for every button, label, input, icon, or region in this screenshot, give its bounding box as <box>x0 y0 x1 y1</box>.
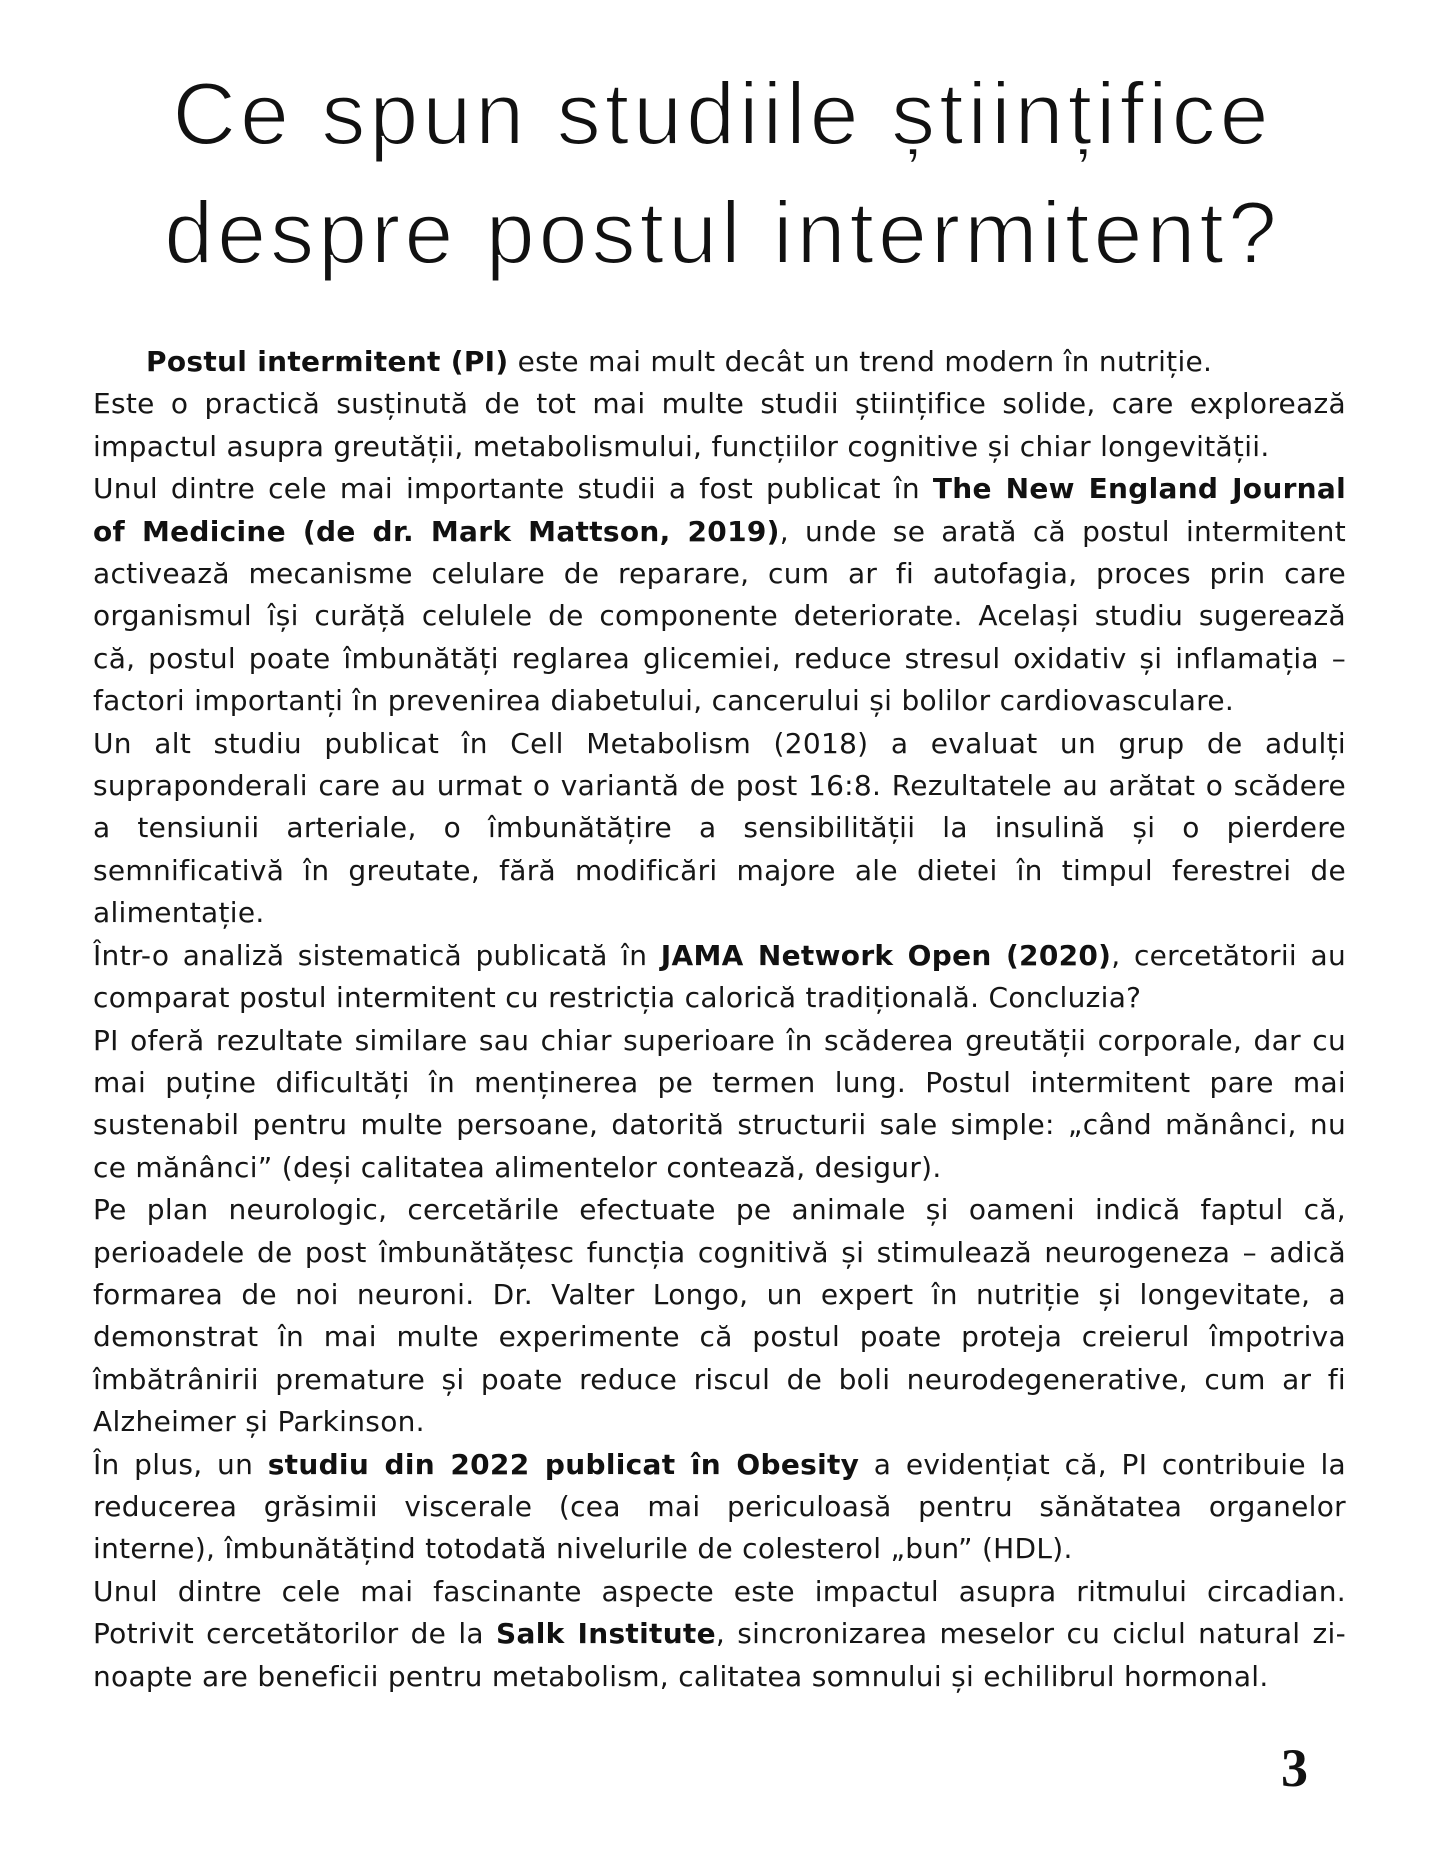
text-segment: perioadele de post îmbunătățesc funcția cognitivă și stimulează neurogeneza – adică <box>93 1235 1346 1269</box>
title-line: despre postul intermitent? <box>164 183 1281 282</box>
text-segment: interne), îmbunătățind totodată nivelurile de colesterol „bun” (HDL). <box>93 1532 1073 1566</box>
text-line <box>93 383 1346 425</box>
text-segment: ce mănânci” (deși calitatea alimentelor contează, desigur). <box>93 1150 942 1184</box>
text-line <box>93 1020 1346 1062</box>
text-segment: comparat postul intermitent cu restricția calorică tradițională. Concluzia? <box>93 981 1142 1015</box>
page-title <box>0 54 1445 292</box>
text-segment: mai puține dificultăți în menținerea pe termen lung. Postul intermitent pare mai <box>93 1065 1346 1099</box>
bold-text-segment: Postul intermitent (PI) <box>146 345 509 378</box>
text-segment: sustenabil pentru multe persoane, datorită structurii sale simple: „când mănânci, nu <box>93 1108 1346 1142</box>
text-line <box>93 1104 1346 1146</box>
text-segment: a evidențiat că, PI contribuie la <box>859 1447 1347 1481</box>
text-segment: , unde se arată că postul intermitent <box>779 514 1346 548</box>
paragraph <box>93 1189 1346 1443</box>
text-line <box>93 426 1346 468</box>
text-segment: Alzheimer și Parkinson. <box>93 1405 425 1439</box>
text-segment: Pe plan neurologic, cercetările efectuate pe animale și oameni indică faptul că, <box>93 1193 1346 1227</box>
text-line <box>93 1571 1346 1613</box>
text-line <box>93 807 1346 849</box>
text-line <box>93 1401 1346 1443</box>
bold-text-segment: JAMA Network Open (2020) <box>660 938 1112 972</box>
text-segment: supraponderali care au urmat o variantă de post 16:8. Rezultatele au arătat o scădere <box>93 769 1346 803</box>
text-line <box>93 1656 1346 1698</box>
text-line <box>93 892 1346 934</box>
bold-text-segment: Salk Institute <box>496 1617 716 1651</box>
bold-text-segment: of Medicine (de dr. Mark Mattson, 2019) <box>93 514 780 548</box>
text-line <box>93 765 1346 807</box>
text-segment: noapte are beneficii pentru metabolism, calitatea somnului și echilibrul hormonal. <box>93 1659 1269 1693</box>
text-line <box>93 341 1346 383</box>
text-segment: este mai mult decât un trend modern în nutriție. <box>508 345 1213 378</box>
text-segment: activează mecanisme celulare de reparare, cum ar fi autofagia, proces prin care <box>93 557 1346 591</box>
text-line <box>93 1359 1346 1401</box>
text-segment: că, postul poate îmbunătăți reglarea glicemiei, reduce stresul oxidativ și inflamația – <box>93 641 1346 675</box>
text-line <box>93 1274 1346 1316</box>
text-segment: PI oferă rezultate similare sau chiar superioare în scăderea greutății corporale, dar cu <box>93 1023 1346 1057</box>
paragraph <box>93 1571 1346 1698</box>
text-segment: impactul asupra greutății, metabolismului, funcțiilor cognitive și chiar longevității. <box>93 429 1270 463</box>
page-number: 3 <box>1281 1738 1308 1798</box>
text-line <box>93 1528 1346 1570</box>
text-line <box>93 468 1346 510</box>
article-body <box>93 341 1346 1698</box>
text-line <box>93 680 1346 722</box>
paragraph <box>93 723 1346 935</box>
text-line <box>93 723 1346 765</box>
text-segment: , cercetătorii au <box>1111 938 1346 972</box>
text-segment: factori importanți în prevenirea diabetului, cancerului și bolilor cardiovasculare. <box>93 684 1235 718</box>
text-segment: În plus, un <box>93 1447 268 1481</box>
paragraph <box>93 383 1346 468</box>
text-segment: Este o practică susținută de tot mai multe studii științifice solide, care explorează <box>93 387 1346 421</box>
text-line <box>93 1062 1346 1104</box>
text-line <box>93 1444 1346 1486</box>
text-segment: Unul dintre cele mai fascinante aspecte este impactul asupra ritmului circadian. <box>93 1574 1346 1608</box>
paragraph <box>93 1020 1346 1190</box>
text-segment: Într-o analiză sistematică publicată în <box>93 938 661 972</box>
title-line: Ce spun studiile științifice <box>172 64 1273 163</box>
text-line <box>93 1147 1346 1189</box>
text-line <box>93 977 1346 1019</box>
text-line <box>93 1316 1346 1358</box>
text-segment: alimentație. <box>93 896 265 930</box>
bold-text-segment: The New England Journal <box>932 472 1346 506</box>
paragraph <box>93 1444 1346 1571</box>
paragraph <box>93 935 1346 1020</box>
text-segment: îmbătrânirii premature și poate reduce riscul de boli neurodegenerative, cum ar fi <box>93 1362 1346 1396</box>
text-line <box>93 1232 1346 1274</box>
paragraph <box>93 468 1346 722</box>
text-segment: Unul dintre cele mai importante studii a fost publicat în <box>93 472 933 506</box>
text-line <box>93 850 1346 892</box>
text-segment: demonstrat în mai multe experimente că postul poate proteja creierul împotriva <box>93 1320 1346 1354</box>
text-segment: formarea de noi neuroni. Dr. Valter Longo, un expert în nutriție și longevitate, a <box>93 1277 1346 1311</box>
text-segment: semnificativă în greutate, fără modificări majore ale dietei în timpul ferestrei de <box>93 853 1346 887</box>
text-line <box>93 1613 1346 1655</box>
text-line <box>93 511 1346 553</box>
text-segment: reducerea grăsimii viscerale (cea mai periculoasă pentru sănătatea organelor <box>93 1489 1346 1523</box>
text-line <box>93 595 1346 637</box>
text-line <box>93 1486 1346 1528</box>
text-segment: , sincronizarea meselor cu ciclul natural zi- <box>715 1617 1346 1651</box>
text-line <box>93 935 1346 977</box>
text-line <box>93 553 1346 595</box>
text-segment: organismul își curăță celulele de componente deteriorate. Același studiu sugerează <box>93 599 1346 633</box>
text-line <box>93 638 1346 680</box>
text-segment: Un alt studiu publicat în Cell Metabolism (2018) a evaluat un grup de adulți <box>93 726 1346 760</box>
paragraph <box>93 341 1346 383</box>
text-line <box>93 1189 1346 1231</box>
text-segment: Potrivit cercetătorilor de la <box>93 1617 497 1651</box>
text-segment: a tensiunii arteriale, o îmbunătățire a sensibilității la insulină și o pierdere <box>93 811 1346 845</box>
bold-text-segment: studiu din 2022 publicat în Obesity <box>267 1447 860 1481</box>
